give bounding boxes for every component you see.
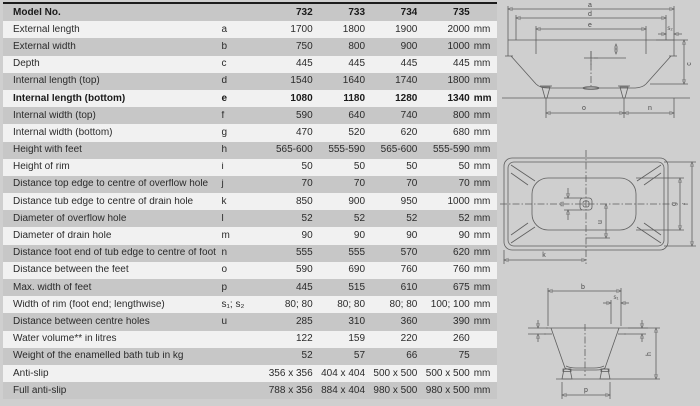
row-unit: mm [473,265,491,276]
row-label: Distance tub edge to centre of drain hole [13,196,194,207]
header-model-735: 735 [453,7,470,18]
row-value-735: 70 [458,179,470,190]
row-value-733: 1180 [343,93,366,104]
row-value-734: 500 x 500 [373,368,418,379]
row-value-733: 52 [353,213,366,224]
row-value-732: 565-600 [275,145,313,156]
row-value-735: 1340 [447,93,470,104]
dim-label-f: f [683,203,690,205]
row-value-733: 640 [348,110,366,121]
row-label: External width [13,41,76,52]
table-row [3,245,497,262]
row-symbol: c [221,59,227,70]
row-unit: mm [473,110,491,121]
row-value-734: 80; 80 [389,299,418,310]
row-value-735: 555-590 [433,145,470,156]
row-unit: mm [473,231,491,242]
dim-label-s1: s₁ [613,295,619,301]
row-value-734: 980 x 500 [373,385,418,396]
row-value-735: 620 [453,248,470,259]
row-unit: mm [473,282,491,293]
row-value-733: 520 [348,127,366,138]
row-value-733: 159 [348,334,366,345]
row-symbol: o [221,265,228,276]
dim-label-k: k [542,252,546,259]
table-row [3,176,497,193]
row-unit: mm [473,248,491,259]
table-row [3,142,497,159]
diagram-panel [498,0,700,406]
table-row [3,227,497,244]
row-label: Anti-slip [13,368,49,379]
table-row [3,262,497,279]
table-row [3,331,497,348]
row-symbol: k [221,196,227,207]
row-value-732: 470 [295,127,313,138]
row-label: Distance between centre holes [13,316,150,327]
row-value-735: 390 [453,316,470,327]
row-value-734: 360 [400,316,418,327]
row-value-734: 220 [400,334,418,345]
row-value-734: 610 [400,282,418,293]
row-value-734: 740 [400,110,418,121]
row-value-733: 1640 [342,76,366,87]
row-value-732: 356 x 356 [268,368,313,379]
dim-label-s2: s₂ [667,26,673,32]
row-value-734: 570 [400,248,418,259]
dim-label-d: d [588,11,592,18]
row-label: Weight of the enamelled bath tub in kg [13,351,184,362]
row-value-733: 555 [348,248,366,259]
row-value-732: 80; 80 [284,299,313,310]
row-value-733: 57 [353,351,366,362]
row-value-733: 690 [348,265,366,276]
row-symbol: h [221,145,228,156]
row-value-734: 50 [406,162,418,173]
row-value-733: 884 x 404 [321,385,366,396]
row-label: Internal length (bottom) [13,93,126,104]
row-value-735: 75 [458,351,470,362]
row-label: Internal width (bottom) [13,127,113,138]
dim-label-a: a [588,2,592,9]
table-row [3,159,497,176]
row-value-733: 80; 80 [337,299,366,310]
row-symbol: m [221,231,230,242]
cross-section-diagram [498,276,700,406]
table-row [3,382,497,399]
row-value-735: 52 [458,213,470,224]
row-value-732: 52 [301,351,313,362]
row-label: Internal width (top) [13,110,96,121]
row-label: Distance between the feet [13,265,129,276]
row-symbol: a [221,24,228,35]
row-value-735: 500 x 500 [425,368,470,379]
row-value-735: 50 [458,162,470,173]
table-row [3,348,497,365]
row-label: Height of rim [13,162,70,173]
row-value-735: 2000 [447,24,470,35]
row-unit: mm [473,24,491,35]
row-label: Full anti-slip [13,385,67,396]
row-value-733: 900 [348,196,366,207]
row-label: Distance foot end of tub edge to centre of foot [13,248,216,259]
row-symbol: n [221,248,228,259]
header-label: Model No. [13,7,61,18]
row-label: External length [13,24,80,35]
row-value-734: 1280 [395,93,418,104]
table-row [3,90,497,107]
row-unit: mm [473,385,491,396]
row-value-732: 590 [295,265,313,276]
dim-label-e: e [588,22,592,29]
row-value-733: 800 [348,41,366,52]
row-value-732: 122 [295,334,313,345]
table-row [3,21,497,38]
dim-label-p: p [584,387,588,394]
row-value-732: 590 [295,110,313,121]
row-unit: mm [473,162,491,173]
row-value-734: 90 [406,231,418,242]
row-value-732: 1700 [290,24,313,35]
row-value-735: 800 [453,110,470,121]
row-value-734: 950 [400,196,418,207]
row-symbol: f [221,110,225,121]
row-symbol: e [221,93,228,104]
row-value-732: 555 [295,248,313,259]
row-value-732: 1540 [290,76,313,87]
row-value-735: 100; 100 [430,299,470,310]
row-value-732: 90 [301,231,313,242]
row-symbol: s₁; s₂ [221,299,245,310]
row-value-733: 310 [348,316,366,327]
table-row [3,124,497,141]
row-label: Water volume** in litres [13,334,117,345]
row-unit: mm [473,196,491,207]
row-value-735: 980 x 500 [425,385,470,396]
dim-label-g: g [671,202,678,206]
table-row [3,210,497,227]
row-value-732: 50 [301,162,313,173]
row-symbol: p [221,282,228,293]
header-model-732: 732 [295,7,313,18]
row-unit: mm [473,213,491,224]
table-header-row [3,4,497,21]
row-unit: mm [473,93,492,104]
dim-label-b: b [581,284,585,291]
row-label: Depth [13,59,40,70]
header-model-733: 733 [348,7,366,18]
row-symbol: d [221,76,228,87]
table-body [3,21,497,399]
dim-label-h: h [646,352,653,356]
row-symbol: u [221,316,228,327]
row-value-735: 1000 [447,196,470,207]
spec-table [3,2,497,399]
row-unit: mm [473,59,491,70]
row-value-734: 1900 [395,24,418,35]
row-value-735: 1800 [447,76,470,87]
row-value-735: 260 [453,334,470,345]
row-value-732: 850 [295,196,313,207]
row-value-734: 445 [400,59,418,70]
row-symbol: b [221,41,228,52]
row-value-734: 1740 [395,76,418,87]
row-value-733: 50 [353,162,366,173]
row-value-732: 445 [295,282,313,293]
row-value-732: 1080 [290,93,313,104]
table-row [3,313,497,330]
row-value-734: 760 [400,265,418,276]
plan-view-diagram [498,142,700,276]
row-value-735: 90 [458,231,470,242]
row-label: Width of rim (foot end; lengthwise) [13,299,165,310]
row-symbol: g [221,127,228,138]
row-value-733: 70 [353,179,366,190]
row-value-732: 788 x 356 [268,385,313,396]
row-value-735: 680 [453,127,470,138]
row-unit: mm [473,41,491,52]
row-value-734: 52 [406,213,418,224]
dim-label-c: c [686,62,693,66]
table-row [3,73,497,90]
row-value-734: 70 [406,179,418,190]
row-value-732: 445 [295,59,313,70]
row-unit: mm [473,299,491,310]
dim-label-n: n [648,105,652,112]
row-unit: mm [473,127,491,138]
row-symbol: j [221,179,224,190]
row-value-733: 445 [348,59,366,70]
row-unit: mm [473,145,491,156]
table-row [3,107,497,124]
row-label: Diameter of drain hole [13,231,112,242]
row-value-734: 620 [400,127,418,138]
row-value-732: 52 [301,213,313,224]
row-unit: mm [473,368,491,379]
row-value-733: 1800 [342,24,366,35]
side-view-diagram [498,0,700,136]
row-value-735: 445 [453,59,470,70]
row-label: Internal length (top) [13,76,100,87]
table-row [3,38,497,55]
table-row [3,296,497,313]
row-value-735: 760 [453,265,470,276]
row-value-734: 565-600 [380,145,418,156]
row-value-735: 675 [453,282,470,293]
row-label: Height with feet [13,145,82,156]
row-unit: mm [473,179,491,190]
row-value-734: 66 [406,351,418,362]
row-label: Max. width of feet [13,282,92,293]
row-value-732: 285 [295,316,313,327]
table-row [3,56,497,73]
row-label: Distance top edge to centre of overflow hole [13,179,209,190]
row-symbol: l [221,213,224,224]
row-value-735: 1000 [447,41,470,52]
header-model-734: 734 [400,7,418,18]
table-row [3,279,497,296]
dim-label-u: u [597,220,604,224]
row-unit: mm [473,316,491,327]
row-value-732: 750 [295,41,313,52]
row-value-732: 70 [301,179,313,190]
row-value-733: 555-590 [328,145,366,156]
row-symbol: i [221,162,224,173]
dim-label-o: o [582,105,586,112]
row-value-734: 900 [400,41,418,52]
dim-label-m: m [560,201,566,207]
row-value-733: 515 [348,282,366,293]
row-value-733: 404 x 404 [321,368,366,379]
row-label: Diameter of overflow hole [13,213,127,224]
table-row [3,365,497,382]
table-row [3,193,497,210]
row-unit: mm [473,76,491,87]
row-value-733: 90 [353,231,366,242]
